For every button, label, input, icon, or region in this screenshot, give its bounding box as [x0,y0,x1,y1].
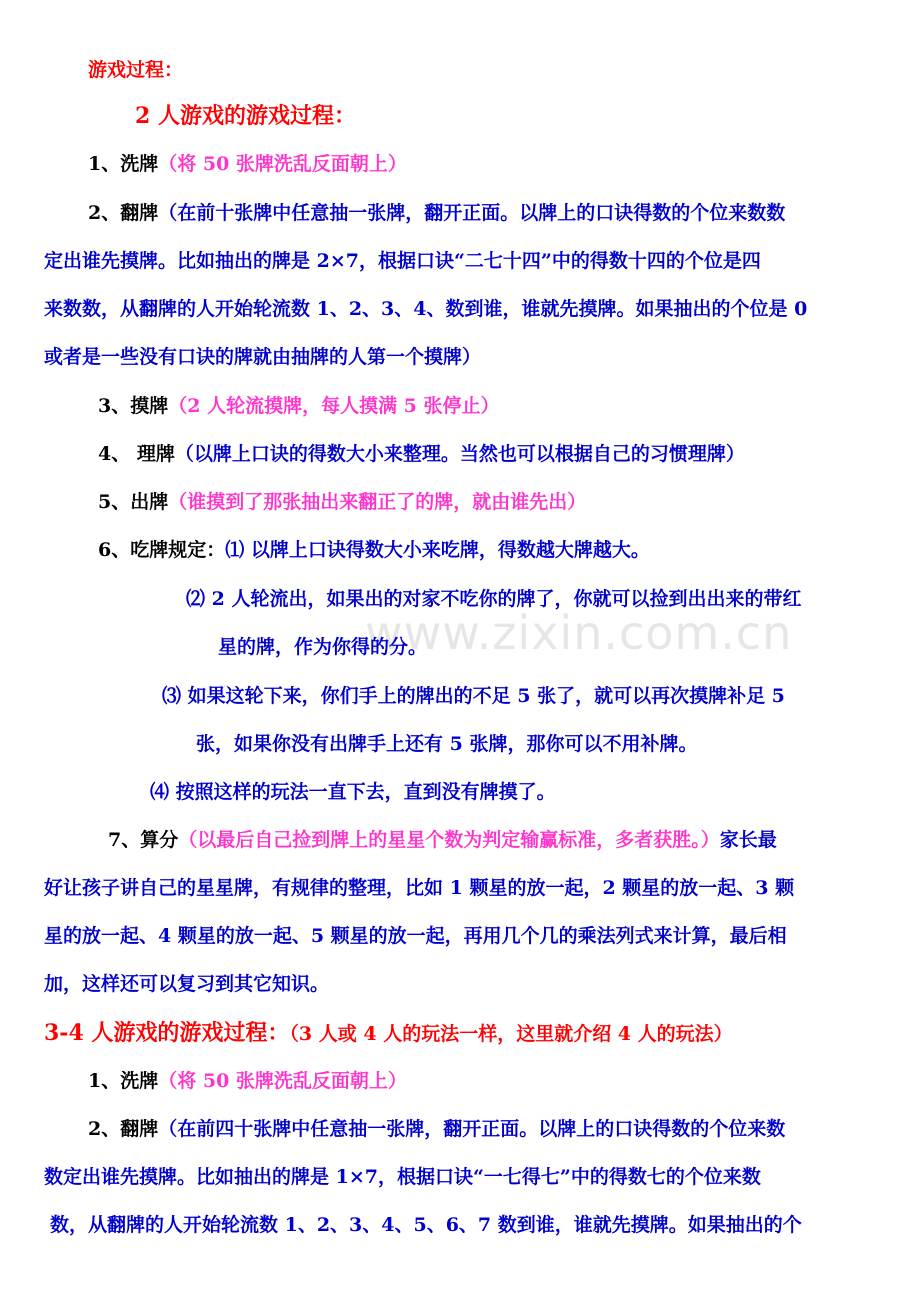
step-label: 5、出牌 [98,491,169,513]
step-note: （以牌上口诀的得数大小来整理。当然也可以根据自己的习惯理牌） [174,443,745,465]
step-7-text-line: 好让孩子讲自己的星星牌，有规律的整理，比如 1 颗星的放一起，2 颗星的放一起、3 颗 [44,877,795,899]
heading-game-process: 游戏过程： [88,59,184,81]
step-note: （将 50 张牌洗乱反面朝上） [158,1070,407,1092]
step-3-draw [98,394,500,418]
step-2-flip-4p [88,1117,785,1141]
heading-note: （3 人或 4 人的玩法一样，这里就介绍 4 人的玩法） [289,1023,733,1045]
step-label: 6、吃牌规定： [98,539,226,561]
rule-1: ⑴ 以牌上口诀得数大小来吃牌，得数越大牌越大。 [225,539,650,561]
step-1-shuffle-4p [88,1069,407,1093]
heading-two-player: 2 人游戏的游戏过程： [135,103,356,129]
step-2-text-line: 来数数，从翻牌的人开始轮流数 1、2、3、4、数到谁，谁就先摸牌。如果抽出的个位是 0 [44,298,808,320]
step-2-flip [88,201,785,225]
step-5-play [98,490,586,514]
step-note: （谁摸到了那张抽出来翻正了的牌，就由谁先出） [168,491,587,513]
step-7-text-line: 加，这样还可以复习到其它知识。 [44,973,330,995]
step-text: 家长最 [719,829,777,851]
step-7-score [108,828,777,852]
step-4-sort [98,442,745,466]
rule-3-line: 张，如果你没有出牌手上还有 5 张牌，那你可以不用补牌。 [196,733,698,755]
rule-3-line: ⑶ 如果这轮下来，你们手上的牌出的不足 5 张了，就可以再次摸牌补足 5 [162,685,785,707]
step-note: （将 50 张牌洗乱反面朝上） [158,153,407,175]
step-label: 2、翻牌 [88,202,159,224]
step-label: 4、 理牌 [98,443,175,465]
step-note: （2 人轮流摸牌，每人摸满 5 张停止） [168,395,500,417]
rule-4: ⑷ 按照这样的玩法一直下去，直到没有牌摸了。 [150,781,556,803]
step-label: 7、算分 [108,829,179,851]
step-1-shuffle [88,152,407,176]
step-text: （在前十张牌中任意抽一张牌，翻开正面。以牌上的口诀得数的个位来数数 [158,202,786,224]
rule-2-line: ⑵ 2 人轮流出，如果出的对家不吃你的牌了，你就可以捡到出出来的带红 [186,588,802,610]
step-note: （以最后自己捡到牌上的星星个数为判定输赢标准，多者获胜。） [178,829,720,851]
step-2-text-line: 定出谁先摸牌。比如抽出的牌是 2×7，根据口诀“二七十四”中的得数十四的个位是四 [44,250,761,272]
step-label: 2、翻牌 [88,1118,159,1140]
watermark: www.zixin.com.cn [365,606,793,660]
step-7-text-line: 星的放一起、4 颗星的放一起、5 颗星的放一起，再用几个几的乘法列式来计算，最后相 [44,925,787,947]
heading-text: 3-4 人游戏的游戏过程： [44,1020,290,1046]
step-2-4p-text-line: 数，从翻牌的人开始轮流数 1、2、3、4、5、6、7 数到谁，谁就先摸牌。如果抽出的个 [50,1214,802,1236]
step-text: （在前四十张牌中任意抽一张牌，翻开正面。以牌上的口诀得数的个位来数 [158,1118,786,1140]
step-2-4p-text-line: 数定出谁先摸牌。比如抽出的牌是 1×7，根据口诀“一七得七”中的得数七的个位来数 [44,1166,761,1188]
step-label: 3、摸牌 [98,395,169,417]
step-label: 1、洗牌 [88,1070,159,1092]
heading-three-four-player [44,1021,733,1046]
rule-2-line: 星的牌，作为你得的分。 [218,636,428,658]
step-label: 1、洗牌 [88,153,159,175]
step-2-text-line: 或者是一些没有口诀的牌就由抽牌的人第一个摸牌） [44,346,482,368]
step-6-rules [98,538,650,562]
